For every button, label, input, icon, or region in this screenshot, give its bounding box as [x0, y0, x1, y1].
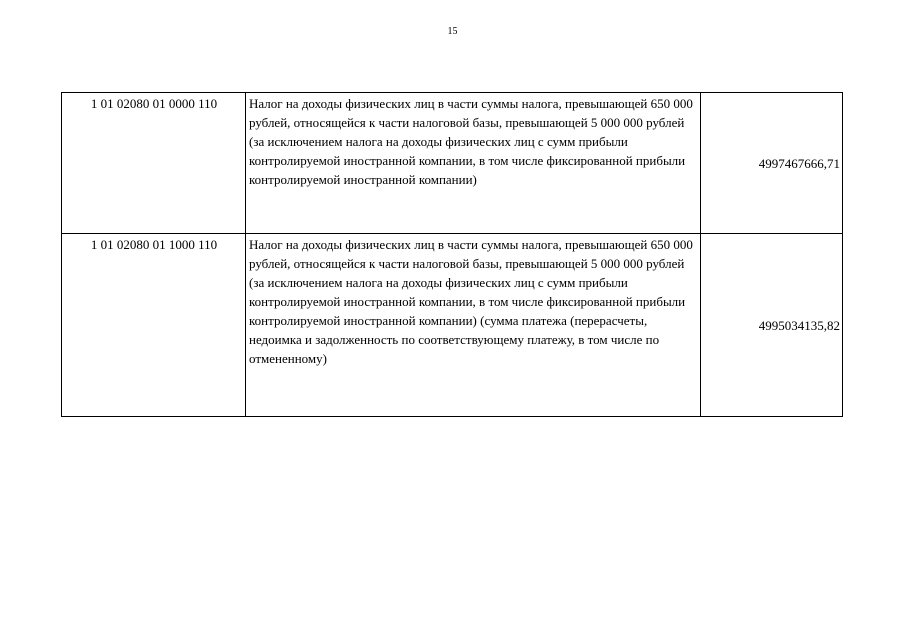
- amount-cell: 4995034135,82: [701, 234, 843, 417]
- table-row: [62, 93, 843, 234]
- page-number: 15: [447, 26, 458, 37]
- amount-cell: 4997467666,71: [701, 93, 843, 234]
- budget-classification-table: [61, 92, 843, 417]
- description-cell: Налог на доходы физических лиц в части суммы налога, превышающей 650 000 рублей, относящейся к части налоговой базы, превышающей 5 000 000 рублей (за исключением налога на доходы физических лиц с сумм прибыли контролируемой иностранной компании, в том числе фиксированной прибыли контролируемой иностранной компании) (сумма платежа (перерасчеты, недоимка и задолженность по соответствующему платежу, в том числе по отмененному): [246, 234, 701, 417]
- description-cell: Налог на доходы физических лиц в части суммы налога, превышающей 650 000 рублей, относящейся к части налоговой базы, превышающей 5 000 000 рублей (за исключением налога на доходы физических лиц с сумм прибыли контролируемой иностранной компании, в том числе фиксированной прибыли контролируемой иностранной компании): [246, 93, 701, 234]
- classification-code-cell: 1 01 02080 01 1000 110: [62, 234, 246, 417]
- table-row: [62, 234, 843, 417]
- classification-code-cell: 1 01 02080 01 0000 110: [62, 93, 246, 234]
